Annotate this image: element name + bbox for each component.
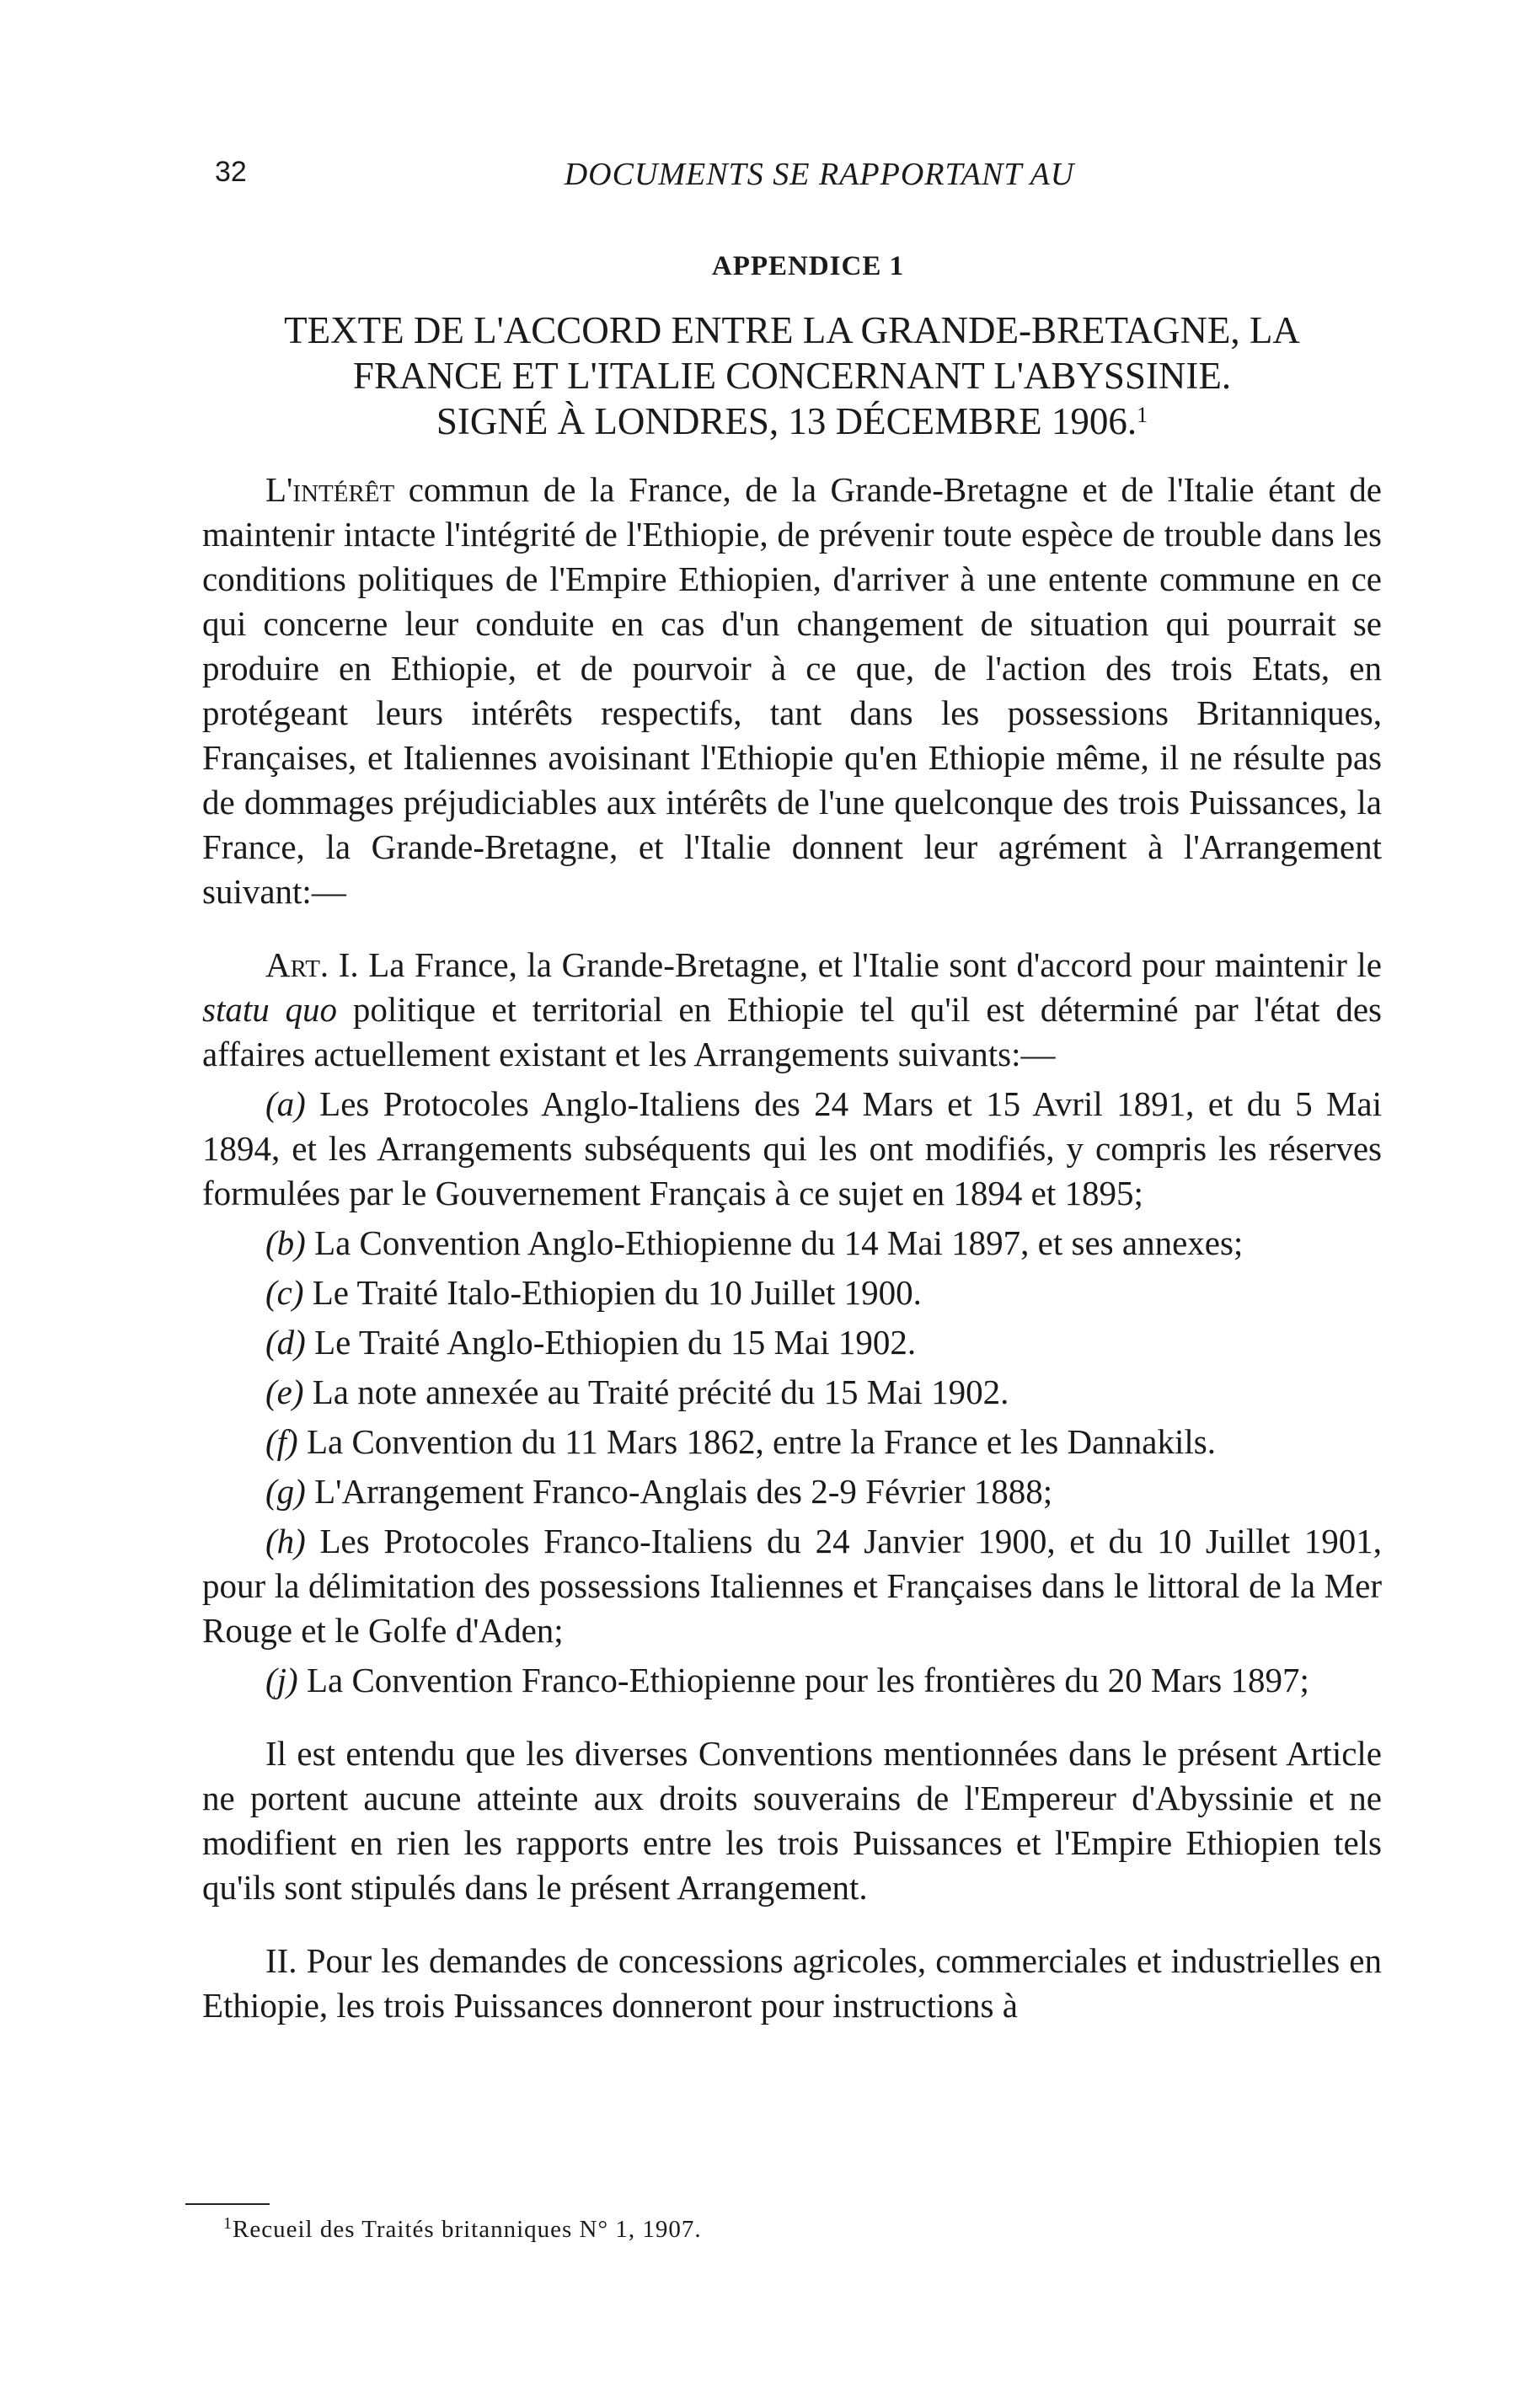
- preamble-paragraph: [202, 468, 1382, 914]
- footnote-marker: 1: [1137, 403, 1148, 427]
- document-body: [202, 468, 1382, 2028]
- list-item: [202, 1370, 1382, 1415]
- title-line-3-text: SIGNÉ À LONDRES, 13 DÉCEMBRE 1906.: [436, 400, 1137, 442]
- item-letter: (h): [265, 1522, 306, 1560]
- item-text: La Convention Franco-Ethiopienne pour les frontières du 20 Mars 1897;: [297, 1661, 1309, 1699]
- running-title: DOCUMENTS SE RAPPORTANT AU: [564, 157, 1075, 192]
- article-1-italic: statu quo: [202, 990, 338, 1029]
- item-letter: (f): [265, 1422, 298, 1461]
- article-1-label: Art.: [265, 945, 329, 984]
- title-line-3: [202, 399, 1382, 444]
- item-text: La note annexée au Traité précité du 15 Mai 1902.: [303, 1373, 1009, 1411]
- item-letter: (c): [265, 1273, 304, 1312]
- appendix-label: APPENDICE 1: [711, 251, 905, 281]
- list-item: [202, 1221, 1382, 1266]
- item-text: La Convention Anglo-Ethiopienne du 14 Mai 1897, et ses annexes;: [305, 1223, 1244, 1262]
- list-item: [202, 1271, 1382, 1315]
- document-title: [202, 308, 1382, 444]
- list-item: [202, 1519, 1382, 1653]
- item-letter: (d): [265, 1323, 306, 1362]
- footnote: [223, 2216, 702, 2244]
- list-item: [202, 1320, 1382, 1365]
- understanding-paragraph: Il est entendu que les diverses Conventions mentionnées dans le présent Article ne portent aucune atteinte aux droits souverains de l'Empereur d'Abyssinie et ne modifient en rien les rapports entre les trois Puissances et l'Empire Ethiopien tels qu'ils sont stipulés dans le présent Arrangement.: [202, 1734, 1382, 1907]
- title-line-2: FRANCE ET L'ITALIE CONCERNANT L'ABYSSINIE.: [352, 355, 1232, 397]
- item-text: La Convention du 11 Mars 1862, entre la France et les Dannakils.: [297, 1422, 1216, 1461]
- list-item: [202, 1082, 1382, 1216]
- item-letter: (j): [265, 1661, 298, 1699]
- title-line-1: TEXTE DE L'ACCORD ENTRE LA GRANDE-BRETAGNE, LA: [284, 309, 1300, 351]
- footnote-rule: [185, 2203, 270, 2205]
- item-letter: (g): [265, 1472, 306, 1511]
- list-item: [202, 1420, 1382, 1464]
- item-letter: (e): [265, 1373, 304, 1411]
- list-item: [202, 1658, 1382, 1703]
- list-item: [202, 1469, 1382, 1514]
- item-letter: (a): [265, 1084, 306, 1123]
- article-1-text-a: La France, la Grande-Bretagne, et l'Italie sont d'accord pour maintenir le: [358, 945, 1383, 984]
- item-letter: (b): [265, 1223, 306, 1262]
- item-text: Le Traité Anglo-Ethiopien du 15 Mai 1902.: [305, 1323, 917, 1362]
- preamble-lead: L'intérêt: [265, 470, 395, 509]
- article-1-text-b: politique et territorial en Ethiopie tel qu'il est déterminé par l'état des affaires actuellement existant et les Arrangements suivants:—: [202, 990, 1382, 1073]
- footnote-text: Recueil des Traités britanniques N° 1, 1907.: [233, 2216, 702, 2243]
- footnote-number: 1: [223, 2214, 233, 2233]
- article-2-paragraph: II. Pour les demandes de concessions agricoles, commerciales et industrielles en Ethiopie, les trois Puissances donneront pour instructions à: [202, 1941, 1382, 2025]
- article-1-paragraph: [202, 943, 1382, 1077]
- item-text: Le Traité Italo-Ethiopien du 10 Juillet 1900.: [303, 1273, 922, 1312]
- page-header: [215, 156, 1373, 206]
- item-text: Les Protocoles Franco-Italiens du 24 Janvier 1900, et du 10 Juillet 1901, pour la délimitation des possessions Italiennes et Françaises dans le littoral de la Mer Rouge et le Golfe d'Aden;: [202, 1522, 1382, 1650]
- preamble-text: commun de la France, de la Grande-Bretagne et de l'Italie étant de maintenir intacte l'intégrité de l'Ethiopie, de prévenir toute espèce de trouble dans les conditions politiques de l'Empire Ethiopien, d'arriver à une entente commune en ce qui concerne leur conduite en cas d'un changement de situation qui pourrait se produire en Ethiopie, et de pourvoir à ce que, de l'action des trois Etats, en protégeant leurs intérêts respectifs, tant dans les possessions Britanniques, Françaises, et Italiennes avoisinant l'Ethiopie qu'en Ethiopie même, il ne résulte pas de dommages préjudiciables aux intérêts de l'une quelconque des trois Puissances, la France, la Grande-Bretagne, et l'Italie donnent leur agrément à l'Arrangement suivant:—: [202, 470, 1382, 911]
- item-text: L'Arrangement Franco-Anglais des 2-9 Février 1888;: [305, 1472, 1053, 1511]
- article-1-number: I.: [329, 945, 359, 984]
- item-text: Les Protocoles Anglo-Italiens des 24 Mars et 15 Avril 1891, et du 5 Mai 1894, et les Arrangements subséquents qui les ont modifiés, y compris les réserves formulées par le Gouvernement Français à ce sujet en 1894 et 1895;: [202, 1084, 1382, 1212]
- page-number: 32: [215, 156, 247, 188]
